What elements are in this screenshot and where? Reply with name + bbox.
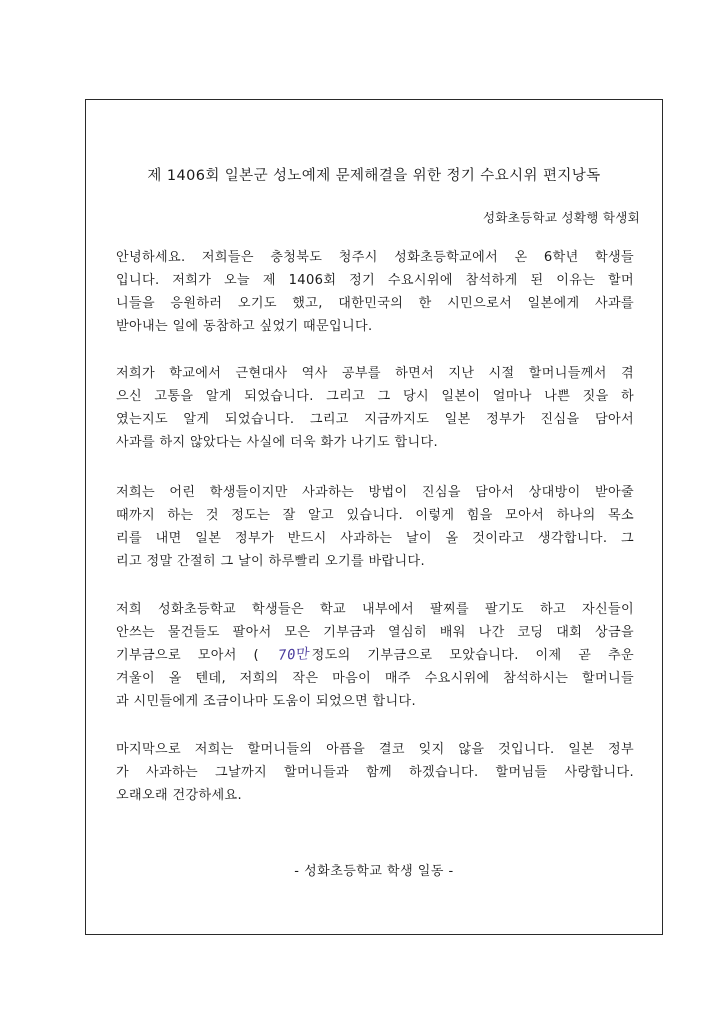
paragraph-5	[116, 738, 634, 807]
paragraph-line-with-handwriting	[116, 644, 634, 667]
paragraph-line: 오래오래 건강하세요.	[116, 788, 243, 803]
paragraph-line: 였는지도 알게 되었습니다. 그리고 지금까지도 일본 정부가 진심을 담아서	[116, 412, 634, 427]
paragraph-line: 으신 고통을 알게 되었습니다. 그리고 그 당시 일본이 얼마나 나쁜 짓을 하	[116, 389, 634, 404]
paragraph-line: 저희는 어린 학생들이지만 사과하는 방법이 진심을 담아서 상대방이 받아줄	[116, 485, 634, 500]
paragraph-line: 사과를 하지 않았다는 사실에 더욱 화가 나기도 합니다.	[116, 435, 439, 450]
closing-signature: - 성화초등학교 학생 일동 -	[294, 864, 454, 879]
paragraph-line: 받아내는 일에 동참하고 싶었기 때문입니다.	[116, 319, 373, 334]
paragraph-4	[116, 598, 634, 713]
paragraph-line: 니들을 응원하러 오기도 했고, 대한민국의 한 시민으로서 일본에게 사과를	[116, 296, 634, 311]
handwritten-amount: 70만	[277, 646, 311, 664]
paragraph-line: 저희 성화초등학교 학생들은 학교 내부에서 팔찌를 팔기도 하고 자신들이	[116, 602, 634, 617]
handwriting-suffix: 정도의 기부금으로 모았습니다. 이제 곧 추운	[311, 648, 635, 663]
paragraph-line: 때까지 하는 것 정도는 잘 알고 있습니다. 이렇게 힘을 모아서 하나의 목소	[116, 508, 634, 523]
paragraph-line: 가 사과하는 그날까지 할머니들과 함께 하겠습니다. 할머님들 사랑합니다.	[116, 765, 634, 780]
paragraph-line: 과 시민들에게 조금이나마 도움이 되었으면 합니다.	[116, 694, 417, 709]
paragraph-3	[116, 481, 634, 573]
paragraph-line: 안녕하세요. 저희들은 충청북도 청주시 성화초등학교에서 온 6학년 학생들	[116, 250, 634, 265]
paragraph-line: 안쓰는 물건들도 팔아서 모은 기부금과 열심히 배워 나간 코딩 대회 상금을	[116, 625, 634, 640]
handwriting-prefix: 기부금으로 모아서 (	[116, 648, 259, 663]
paragraph-line: 리를 내면 일본 정부가 반드시 사과하는 날이 올 것이라고 생각합니다. 그	[116, 531, 634, 546]
paragraph-line: 마지막으로 저희는 할머니들의 아픔을 결코 잊지 않을 것입니다. 일본 정부	[116, 742, 634, 757]
paragraph-line: 리고 정말 간절히 그 날이 하루빨리 오기를 바랍니다.	[116, 554, 426, 569]
paragraph-2	[116, 362, 634, 454]
document-author: 성화초등학교 성확행 학생회	[482, 210, 640, 225]
document-title: 제 1406회 일본군 성노예제 문제해결을 위한 정기 수요시위 편지낭독	[147, 168, 601, 184]
paragraph-line: 저희가 학교에서 근현대사 역사 공부를 하면서 지난 시절 할머니들께서 겪	[116, 366, 634, 381]
paragraph-1	[116, 246, 634, 338]
paragraph-line: 겨울이 올 텐데, 저희의 작은 마음이 매주 수요시위에 참석하시는 할머니들	[116, 671, 634, 686]
paragraph-line: 입니다. 저희가 오늘 제 1406회 정기 수요시위에 참석하게 된 이유는 할머	[116, 273, 634, 288]
